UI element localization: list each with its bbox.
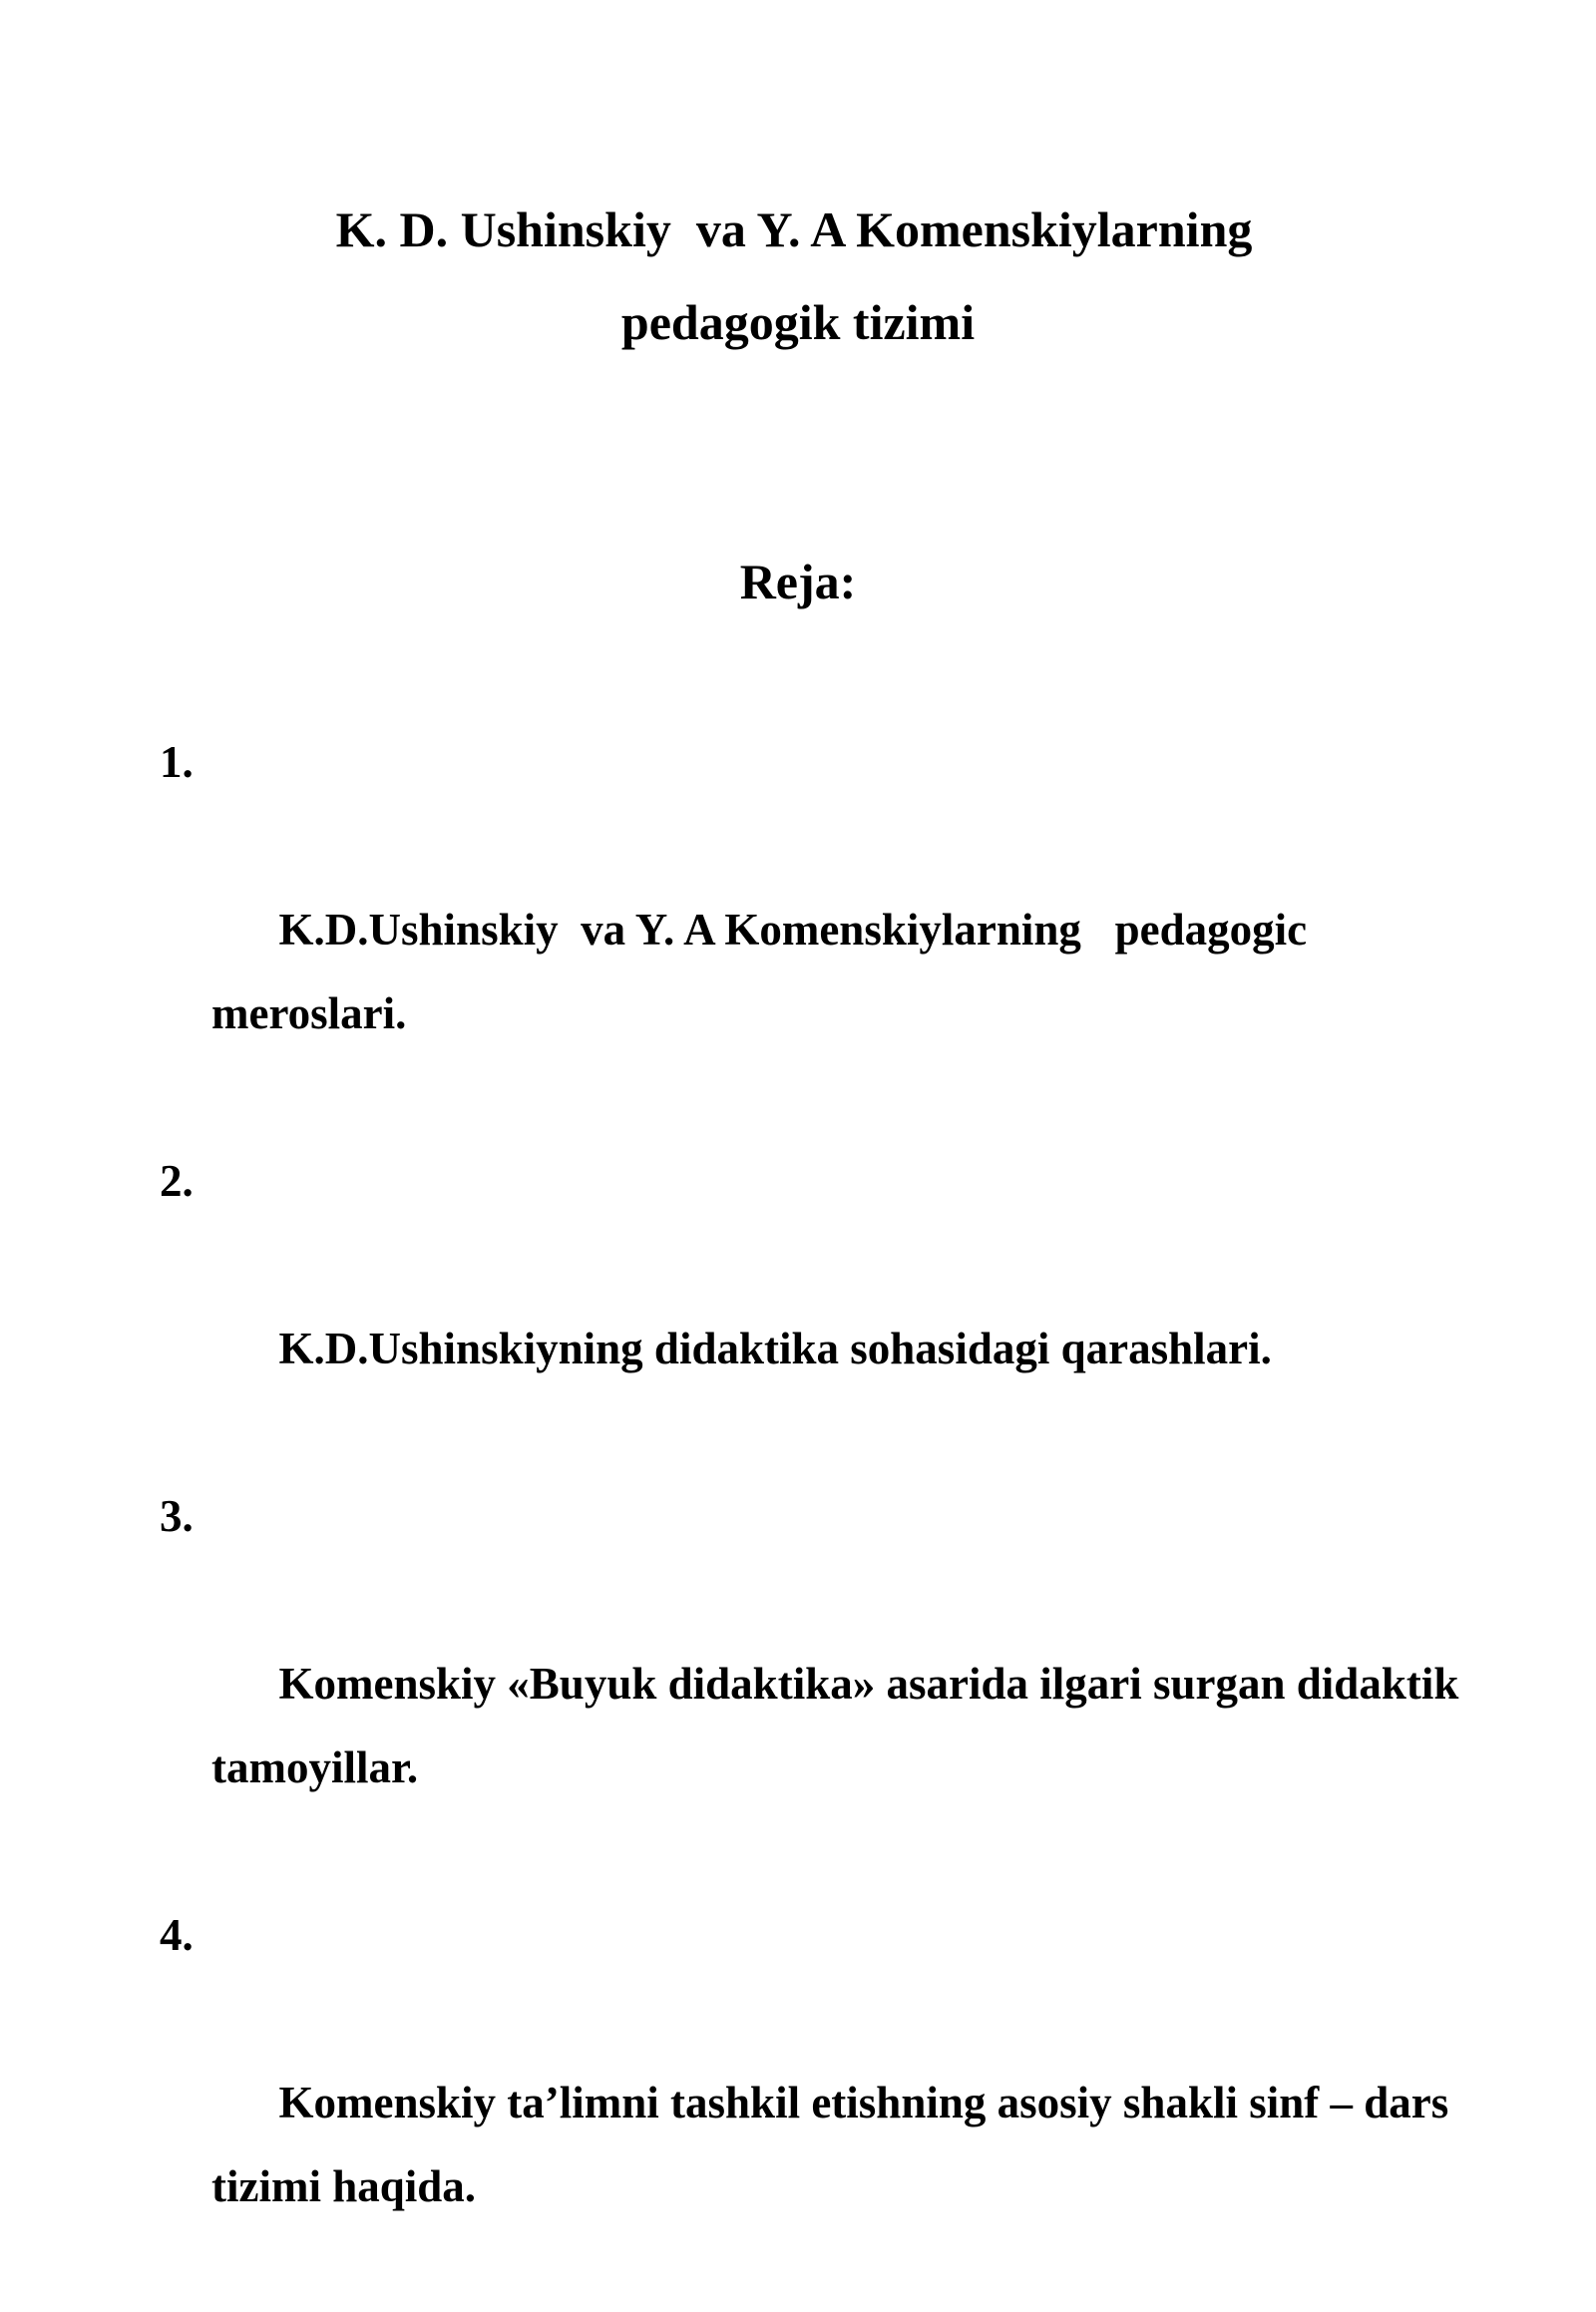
plan-heading: Reja:: [739, 554, 857, 609]
plan-item-3: [160, 1474, 1496, 1893]
plan-item-number: 1.: [160, 737, 194, 787]
plan-item-number: 3.: [160, 1491, 194, 1541]
plan-item-number: 2.: [160, 1156, 194, 1206]
plan-item-1: [160, 720, 1496, 1139]
plan-item-4: [160, 1893, 1496, 2312]
plan-item-text: Komenskiy «Buyuk didaktika» asarida ilgari surgan didaktik tamoyillar.: [211, 1659, 1470, 1792]
plan-item-2: [160, 1139, 1496, 1474]
document-title-line-2: pedagogik tizimi: [620, 294, 976, 350]
plan-item-text: Komenskiy ta’limni tashkil etishning asosiy shakli sinf – dars tizimi haqida.: [211, 2078, 1460, 2211]
plan-item-text: K.D.Ushinskiy va Y. A Komenskiylarning pedagogic meroslari.: [211, 905, 1319, 1038]
plan-item-text: K.D.Ushinskiyning didaktika sohasidagi qarashlari.: [278, 1324, 1272, 1373]
plan-list: [160, 720, 1496, 2312]
document-title-line-1: K. D. Ushinskiy va Y. A Komenskiylarning: [335, 201, 1253, 257]
plan-item-number: 4.: [160, 1910, 194, 1960]
